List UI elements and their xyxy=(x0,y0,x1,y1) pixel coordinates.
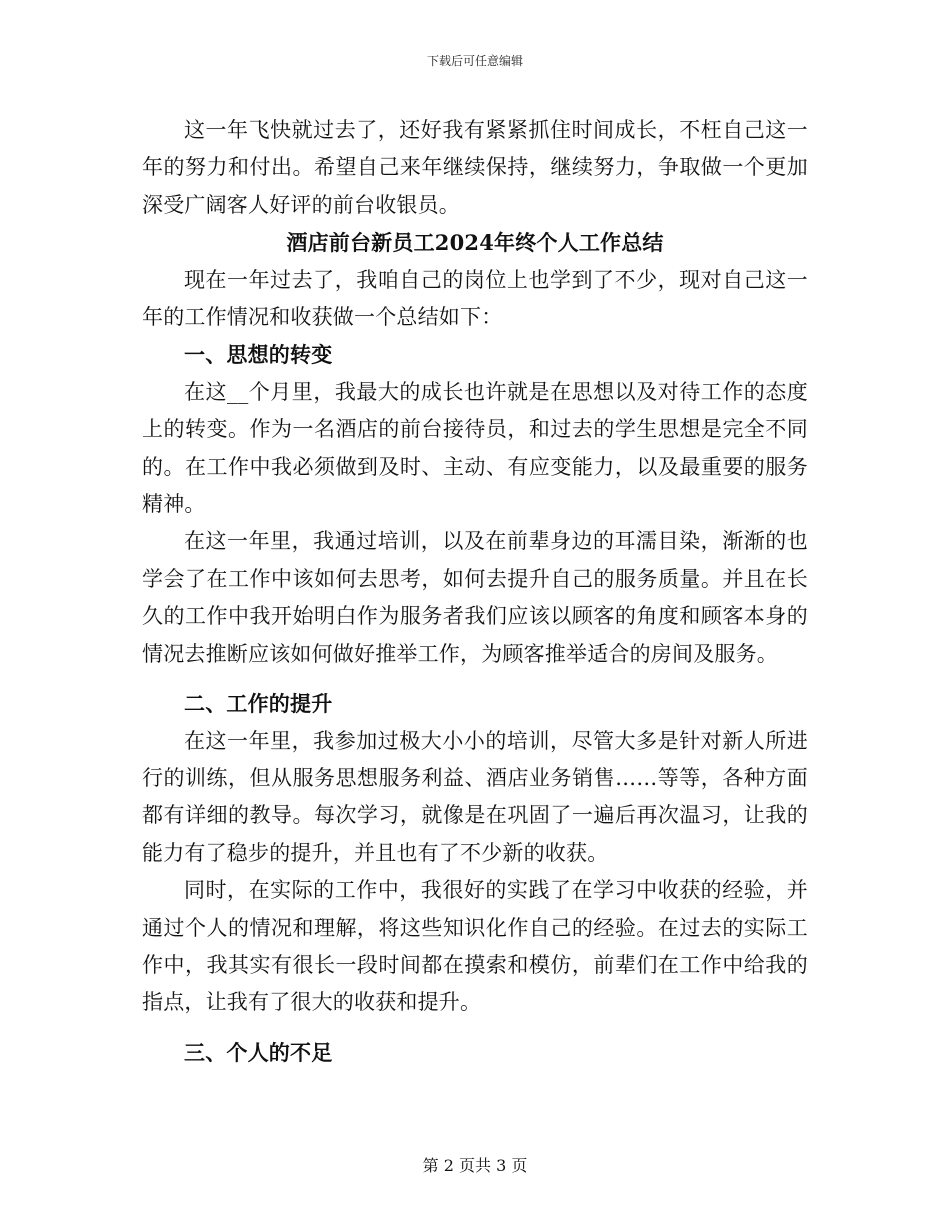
document-body xyxy=(142,112,808,1071)
paragraph-section-2-a: 在这一年里，我参加过极大小小的培训，尽管大多是针对新人所进行的训练，但从服务思想服务利益、酒店业务销售……等等，各种方面都有详细的教导。每次学习，就像是在巩固了一遍后再次温习，让我的能力有了稳步的提升，并且也有了不少新的收获。 xyxy=(142,728,808,865)
section-spacer xyxy=(142,1022,808,1034)
paragraph-intro: 现在一年过去了，我咱自己的岗位上也学到了不少，现对自己这一年的工作情况和收获做一个总结如下： xyxy=(142,267,808,330)
section-heading-1: 一、思想的转变 xyxy=(184,342,333,368)
page-footer: 第 2 页共 3 页 xyxy=(422,1156,528,1175)
paragraph-closing-previous: 这一年飞快就过去了，还好我有紧紧抓住时间成长，不枉自己这一年的努力和付出。希望自己来年继续保持，继续努力，争取做一个更加深受广阔客人好评的前台收银员。 xyxy=(142,118,808,217)
paragraph-section-1-a: 在这__个月里，我最大的成长也许就是在思想以及对待工作的态度上的转变。作为一名酒店的前台接待员，和过去的学生思想是完全不同的。在工作中我必须做到及时、主动、有应变能力，以及最重要的服务精神。 xyxy=(142,379,808,517)
document-title: 酒店前台新员工2024年终个人工作总结 xyxy=(286,230,664,256)
paragraph-section-2-b: 同时，在实际的工作中，我很好的实践了在学习中收获的经验，并通过个人的情况和理解，将这些知识化作自己的经验。在过去的实际工作中，我其实有很长一段时间都在摸索和模仿，前辈们在工作中给我的指点，让我有了很大的收获和提升。 xyxy=(142,878,808,1015)
paragraph-section-1-b: 在这一年里，我通过培训，以及在前辈身边的耳濡目染，渐渐的也学会了在工作中该如何去思考，如何去提升自己的服务质量。并且在长久的工作中我开始明白作为服务者我们应该以顾客的角度和顾客本身的情况去推断应该如何做好推举工作，为顾客推举适合的房间及服务。 xyxy=(142,529,808,666)
section-heading-3: 三、个人的不足 xyxy=(184,1039,333,1065)
page-header: 下载后可任意编辑 xyxy=(426,54,523,68)
section-spacer xyxy=(142,673,808,685)
section-heading-2: 二、工作的提升 xyxy=(184,691,333,717)
